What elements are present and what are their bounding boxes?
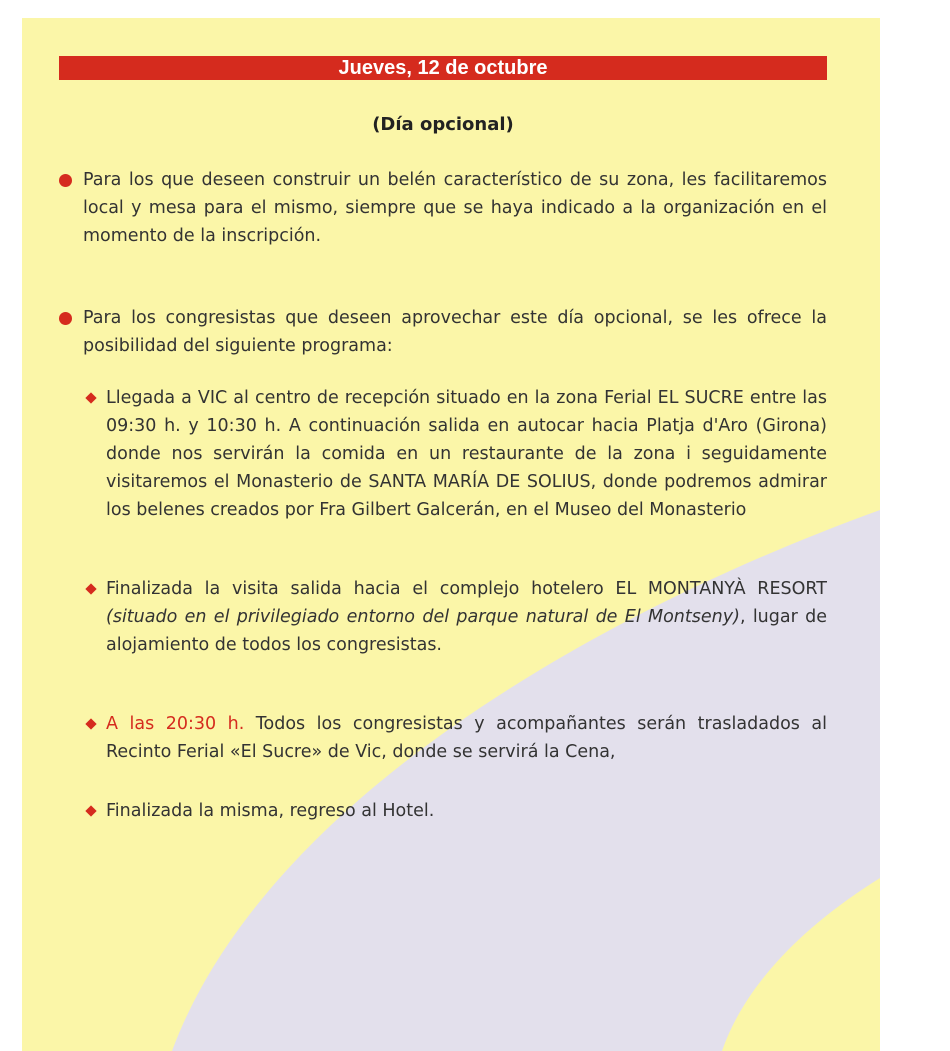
hotel-text-tail: , lugar de alojamiento de todos los congresistas.	[106, 607, 827, 655]
bullet-dot-icon	[59, 174, 72, 187]
program-item-arrival: Llegada a VIC al centro de recepción situado en la zona Ferial EL SUCRE entre las 09:30 h. y 10:30 h. A continuación salida en autocar hacia Platja d'Aro (Girona) donde nos servirán la comida en un restaurante de la zona i seguidamente visitaremos el Monasterio de SANTA MARÍA DE SOLIUS, donde podremos admirar los belenes creados por Fra Gilbert Galcerán, en el Museo del Monasterio	[106, 388, 827, 520]
date-header: Jueves, 12 de octubre	[59, 56, 827, 80]
program-item-return: Finalizada la misma, regreso al Hotel.	[106, 801, 435, 821]
brochure-page	[22, 18, 880, 1051]
optional-day-subtitle: (Día opcional)	[372, 114, 514, 135]
program-item-dinner	[106, 710, 827, 766]
hotel-location-note: (situado en el privilegiado entorno del parque natural de El Montseny)	[106, 607, 740, 627]
dinner-text: Todos los congresistas y acompañantes serán trasladados al Recinto Ferial «El Sucre» de Vic, donde se servirá la Cena,	[106, 714, 827, 762]
dinner-time: A las 20:30 h.	[106, 714, 245, 734]
paragraph-program-intro: Para los congresistas que deseen aprovechar este día opcional, se les ofrece la posibilidad del siguiente programa:	[83, 308, 827, 356]
program-item-hotel	[106, 575, 827, 659]
hotel-text: Finalizada la visita salida hacia el complejo hotelero EL MONTANYÀ RESORT	[106, 579, 827, 599]
bullet-dot-icon	[59, 312, 72, 325]
paragraph-nativity-scene: Para los que deseen construir un belén característico de su zona, les facilitaremos local y mesa para el mismo, siempre que se haya indicado a la organización en el momento de la inscripción.	[83, 170, 827, 246]
